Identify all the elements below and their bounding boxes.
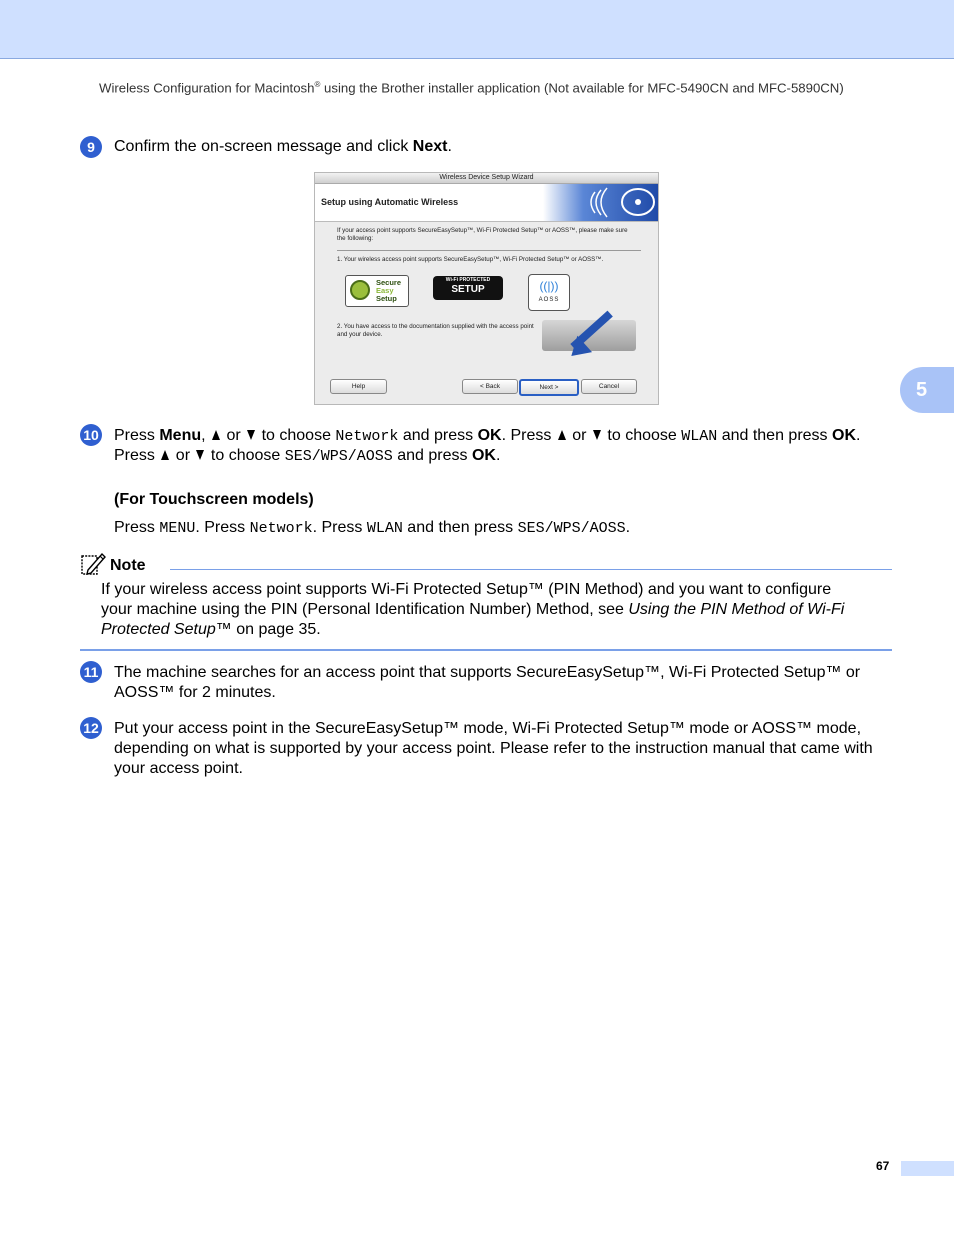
running-header (99, 80, 899, 95)
back-button[interactable]: < Back (462, 379, 518, 394)
note-rule-bottom (80, 649, 892, 651)
lcd-network: Network (249, 520, 313, 537)
note-body (101, 580, 896, 640)
note-link-ref-cont: Protected Setup (101, 621, 216, 638)
note-pencil-icon (80, 552, 106, 576)
ses-logo-text (376, 279, 401, 303)
t: and then press (717, 427, 832, 444)
chapter-tab (900, 367, 954, 413)
step-9-text (114, 137, 894, 157)
t: Press (114, 447, 160, 464)
note-line-2 (101, 600, 896, 620)
up-arrow-icon (212, 430, 220, 440)
help-button[interactable]: Help (330, 379, 387, 394)
lcd-network: Network (335, 428, 399, 445)
step-9-number: 9 (80, 136, 102, 158)
step-9-bold: Next (412, 138, 448, 155)
next-button[interactable]: Next > (519, 379, 579, 396)
note-label: Note (110, 557, 146, 574)
wireless-signal-icon (543, 184, 658, 221)
ok-key: OK (477, 427, 502, 444)
t: and press (398, 427, 478, 444)
t: . (495, 447, 501, 464)
ses-word-1: Secure (376, 278, 402, 287)
step-11-text: The machine searches for an access point that supports SecureEasySetup™, Wi-Fi Protected Setup™ or AOSS™ for 2 minutes. (114, 664, 861, 701)
t: or (171, 447, 195, 464)
t: . Press (501, 427, 556, 444)
aoss-wave-icon: ((|)) (539, 279, 559, 293)
step-12-text: Put your access point in the SecureEasySetup™ mode, Wi-Fi Protected Setup™ mode or AOSS™ mode, depending on what is supported by your access point. Please refer to the instruction manual that came with your access point. (114, 720, 873, 777)
dialog-window-title: Wireless Device Setup Wizard (315, 173, 658, 184)
step-11-number: 11 (80, 661, 102, 683)
lcd-ses-wps-aoss: SES/WPS/AOSS (517, 520, 626, 537)
aoss-text: AOSS (538, 297, 560, 303)
lcd-wlan: WLAN (366, 520, 403, 537)
dialog-divider (337, 250, 641, 251)
header-text-cont: using the Brother installer application (Not available for MFC-5490CN and MFC-5890CN) (320, 80, 844, 96)
ses-word-2: Easy (376, 286, 394, 295)
t: or (567, 427, 591, 444)
registered-mark: ® (314, 80, 321, 89)
down-arrow-icon (196, 450, 204, 460)
t: ™ on page 35. (215, 621, 321, 638)
step-10-line-2 (114, 446, 894, 467)
dialog-item-1: 1. Your wireless access point supports SecureEasySetup™, Wi-Fi Protected Setup™ or AOSS™. (337, 256, 604, 263)
wps-text: SETUP (451, 284, 485, 295)
lcd-menu: MENU (159, 520, 196, 537)
t: to choose (206, 447, 285, 464)
chapter-number: 5 (916, 379, 928, 401)
menu-key: Menu (159, 427, 202, 444)
touchscreen-heading: (For Touchscreen models) (114, 491, 314, 508)
step-9-post: . (447, 138, 452, 155)
wireless-banner-art (543, 184, 658, 221)
dialog-item-2: 2. You have access to the documentation supplied with the access point and your device. (337, 323, 534, 338)
t: to choose (602, 427, 682, 444)
note-line-3 (101, 620, 896, 640)
dialog-banner-title: Setup using Automatic Wireless (321, 197, 459, 207)
ses-word-3: Setup (376, 294, 397, 303)
t: Press (114, 519, 160, 536)
dialog-intro-text: If your access point supports SecureEasySetup™, Wi-Fi Protected Setup™ or AOSS™, please make sure the following: (337, 227, 628, 242)
down-arrow-icon (593, 430, 601, 440)
lcd-wlan: WLAN (681, 428, 718, 445)
page-number-bar (901, 1161, 954, 1176)
t: to choose (257, 427, 336, 444)
setup-wizard-screenshot (314, 172, 659, 405)
touchscreen-instructions (114, 518, 894, 539)
step-12-number: 12 (80, 717, 102, 739)
wifi-protected-setup-logo (433, 276, 503, 300)
top-band (0, 0, 954, 59)
t: and then press (402, 519, 518, 536)
t: , (201, 427, 211, 444)
step-9-pre: Confirm the on-screen message and click (114, 138, 413, 155)
t: . (625, 519, 631, 536)
t: and press (392, 447, 472, 464)
cancel-button[interactable]: Cancel (581, 379, 637, 394)
step-10-number: 10 (80, 424, 102, 446)
t: . Press (312, 519, 367, 536)
step-10-line-1 (114, 426, 894, 447)
secureeasysetup-logo (345, 275, 409, 307)
dialog-banner (315, 184, 658, 222)
note-rule-top (170, 569, 892, 570)
up-arrow-icon (558, 430, 566, 440)
t: Press (114, 427, 160, 444)
t: . Press (195, 519, 250, 536)
lcd-ses-wps-aoss: SES/WPS/AOSS (284, 448, 393, 465)
ses-ring-icon (350, 280, 370, 300)
down-arrow-icon (247, 430, 255, 440)
wps-small-text: Wi-Fi PROTECTED (445, 277, 491, 283)
ok-key: OK (471, 447, 496, 464)
page-number: 67 (876, 1159, 890, 1173)
up-arrow-icon (161, 450, 169, 460)
t: your machine using the PIN (Personal Identification Number) Method, see (101, 601, 629, 618)
aoss-logo (528, 274, 570, 311)
t: . (856, 427, 861, 444)
ok-key: OK (832, 427, 856, 444)
note-link-ref: Using the PIN Method of Wi-Fi (628, 601, 845, 618)
t: or (222, 427, 246, 444)
header-text: Wireless Configuration for Macintosh (99, 80, 315, 96)
note-line-1: If your wireless access point supports Wi-Fi Protected Setup™ (PIN Method) and you want to configure (101, 581, 832, 598)
